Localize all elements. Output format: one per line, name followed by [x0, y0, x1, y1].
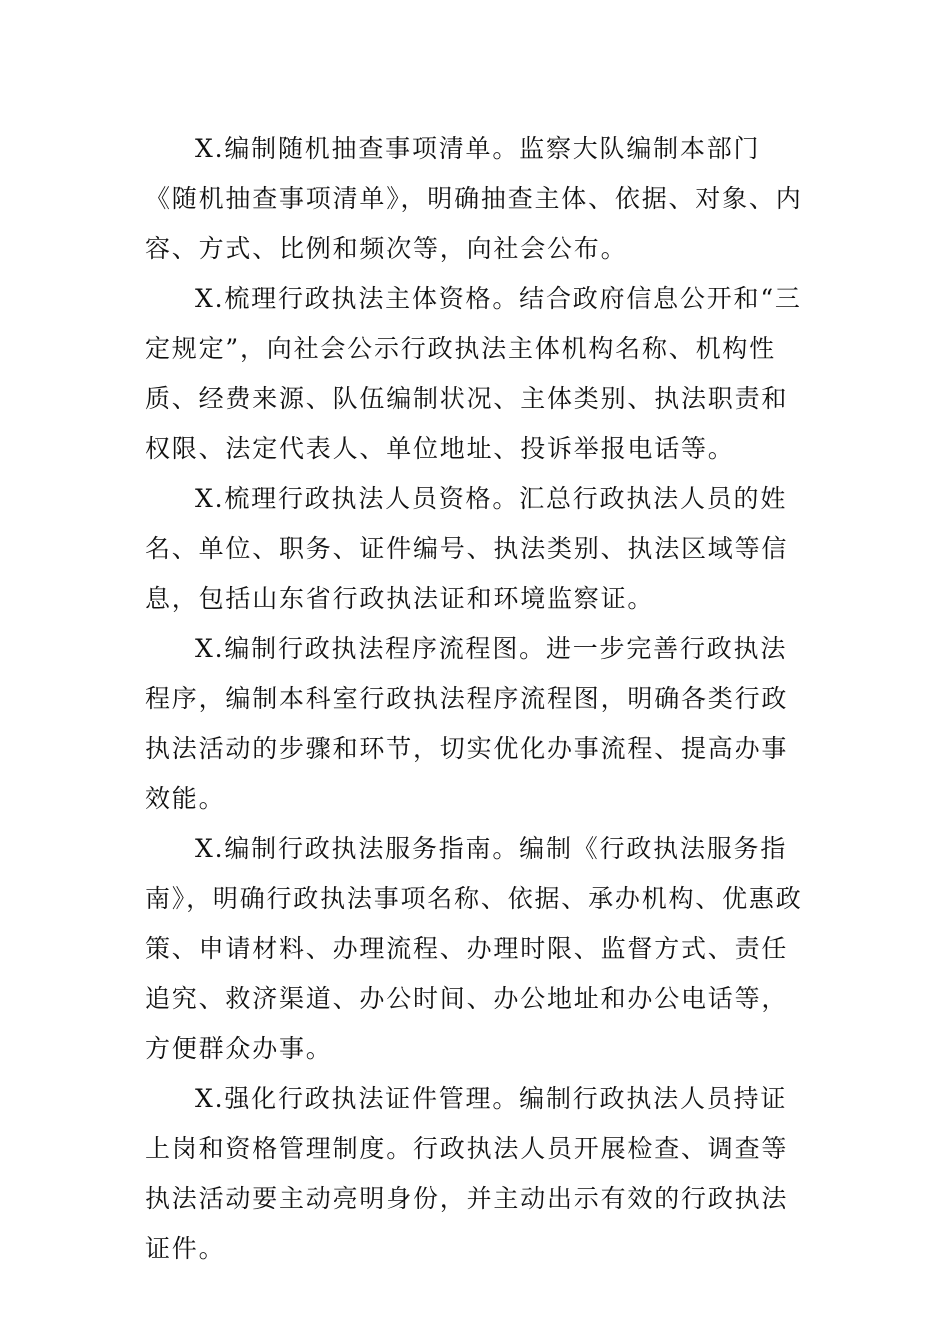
paragraph-enforcement-certificate-management: X.强化行政执法证件管理。编制行政执法人员持证上岗和资格管理制度。行政执法人员开展检查、调查等执法活动要主动亮明身份，并主动出示有效的行政执法证件。 [145, 1084, 789, 1263]
paragraph-random-inspection-list: X.编制随机抽查事项清单。监察大队编制本部门《随机抽查事项清单》，明确抽查主体、依据、对象、内容、方式、比例和频次等，向社会公布。 [145, 134, 803, 263]
document-body [145, 124, 805, 1274]
paragraph-enforcement-flowchart: X.编制行政执法程序流程图。进一步完善行政执法程序，编制本科室行政执法程序流程图，明确各类行政执法活动的步骤和环节，切实优化办事流程、提高办事效能。 [145, 634, 789, 813]
paragraph-enforcement-service-guide: X.编制行政执法服务指南。编制《行政执法服务指南》，明确行政执法事项名称、依据、承办机构、优惠政策、申请材料、办理流程、办理时限、监督方式、责任追究、救济渠道、办公时间、办公地址和办公电话等，方便群众办事。 [145, 834, 803, 1063]
paragraph-enforcement-personnel-qualification: X.梳理行政执法人员资格。汇总行政执法人员的姓名、单位、职务、证件编号、执法类别、执法区域等信息，包括山东省行政执法证和环境监察证。 [145, 484, 789, 613]
paragraph-enforcement-subject-qualification: X.梳理行政执法主体资格。结合政府信息公开和“三定规定”，向社会公示行政执法主体机构名称、机构性质、经费来源、队伍编制状况、主体类别、执法职责和权限、法定代表人、单位地址、投诉举报电话等。 [145, 284, 802, 463]
